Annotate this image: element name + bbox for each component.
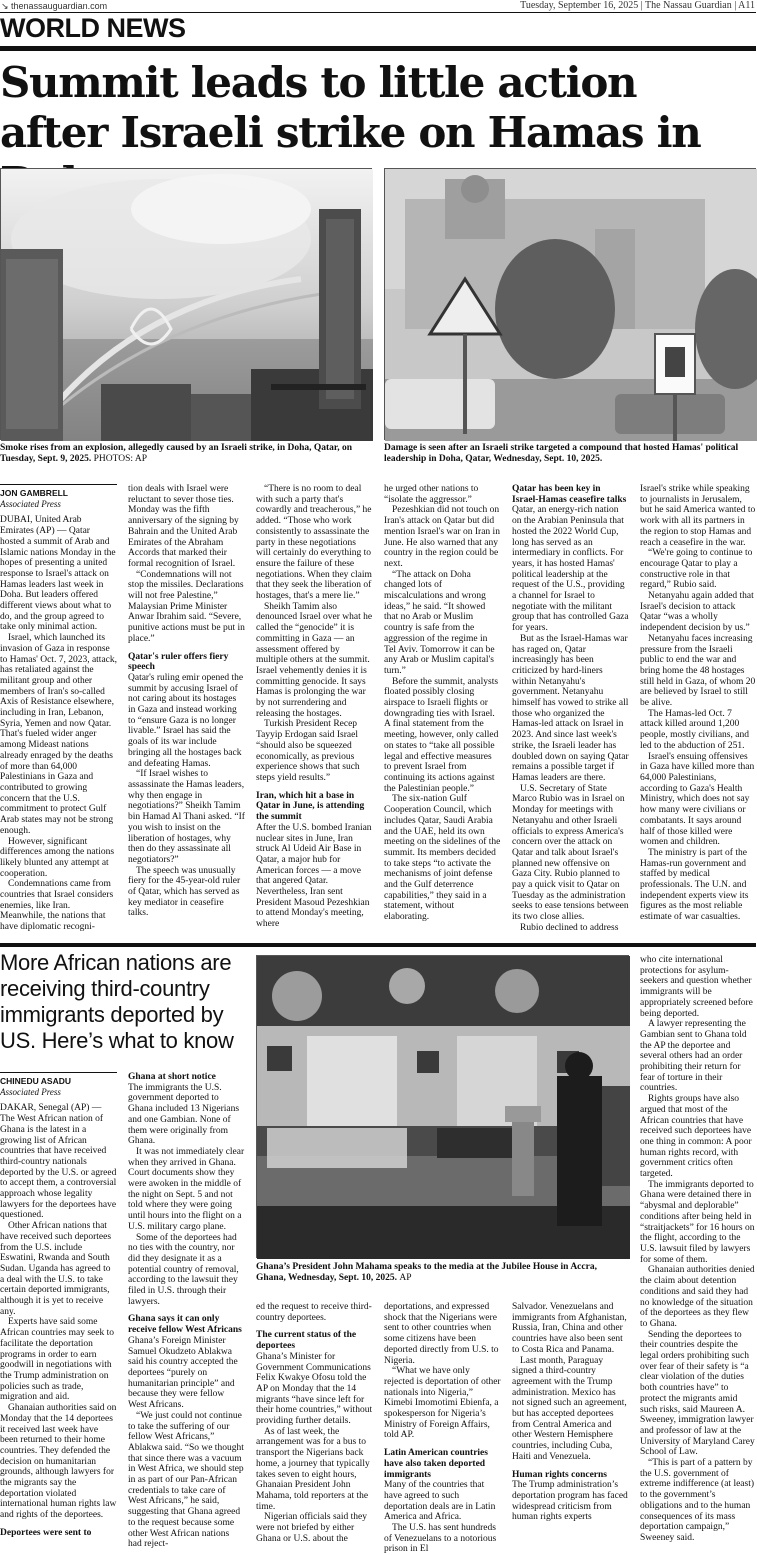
subhead: Iran, which hit a base in Qatar in June, is attending the summit bbox=[256, 790, 365, 823]
paragraph: DUBAI, United Arab Emirates (AP) — Qatar hosted a summit of Arab and Islamic nations Monday in the hopes of presenting a united response to Israel's attack on Hamas leaders last week in Doha. But leaders offered different views about what to do, and the group agreed to take only minimal action. bbox=[0, 515, 116, 633]
paragraph: Pezeshkian did not touch on Iran's attack on Qatar but did mention Israel's war on Iran in June. He also warned that any country in the region could be next. bbox=[384, 505, 500, 569]
paragraph: Many of the countries that have agreed to such deportation deals are in Latin America and Africa. bbox=[384, 1480, 496, 1523]
paragraph: Netanyahu again added that Israel's decision to attack Qatar “was a wholly independent decision by us.” bbox=[640, 591, 754, 634]
story1-column-3 bbox=[256, 484, 373, 940]
paragraph: Salvador. Venezuelans and immigrants from Afghanistan, Russia, Iran, China and other countries have also been sent to Costa Rica and Panama. bbox=[512, 1302, 627, 1355]
caption-text: Smoke rises from an explosion, allegedly caused by an Israeli strike, in Doha, Qatar, on Tuesday, Sept. 9, 2025. bbox=[0, 443, 353, 464]
paragraph: The six-nation Gulf Cooperation Council, which includes Qatar, Saudi Arabia and the UAE, held its own meeting on the sidelines of the summit. Its members decided to take steps “to activate the mechanisms of joint defense and the Gulf deterrence capabilities,” they said in a statement, without elaborating. bbox=[384, 794, 501, 923]
story-divider bbox=[0, 943, 756, 947]
story2-photo-mahama bbox=[256, 955, 629, 1258]
paragraph: deportations, and expressed shock that the Nigerians were sent to other countries when some citizens have been deported directly from U.S. to Nigeria. bbox=[384, 1302, 499, 1366]
press-conference-image bbox=[257, 956, 630, 1259]
paragraph: Last month, Paraguay signed a third-country agreement with the Trump administration. Mexico has not signed such an agreement, but has accepted deportees from Central America and other Western Hemisphere countries, including Cuba, Haiti and Venezuela. bbox=[512, 1355, 627, 1462]
paragraph: “What we have only rejected is deportation of other nationals into Nigeria,” Kimebi Imomotimi Ebienfa, a spokesperson for Nigeria’s Ministry of Foreign Affairs, told AP. bbox=[384, 1366, 501, 1441]
story2-column-6 bbox=[640, 955, 756, 1548]
subhead: Deportees were sent to bbox=[0, 1527, 92, 1538]
paragraph: Rights groups have also argued that most of the African countries that have received such deportees have one thing in common: A poor human rights record, with government critics often targeted. bbox=[640, 1094, 752, 1180]
subhead: Ghana says it can only receive fellow West Africans bbox=[128, 1314, 242, 1336]
site-url[interactable]: ↘ thenassauguardian.com bbox=[1, 1, 108, 11]
story2-photo-caption bbox=[256, 1262, 629, 1284]
paragraph: It was not immediately clear when they arrived in Ghana. Court documents show they were awoken in the middle of the night on Sept. 5 and not told where they were going until hours into the flight on a U.S. military cargo plane. bbox=[128, 1146, 245, 1232]
story1-column-1 bbox=[0, 484, 117, 940]
paragraph: Sending the deportees to their countries despite the legal orders prohibiting such over fear of their safety is “a clear violation of the duties both countries have” to protect the migrants amid such risks, said Maureen A. Sweeney, immigration lawyer and professor of law at the University of Maryland Carey School of Law. bbox=[640, 1329, 755, 1458]
paragraph: The ministry is part of the Hamas-run government and staffed by medical professionals. The U.N. and independent experts view its figures as the most reliable estimate of war casualties. bbox=[640, 847, 749, 923]
story2-column-4 bbox=[384, 1302, 501, 1555]
story1-photo-compound-damage bbox=[384, 168, 756, 440]
paragraph: Israel's strike while speaking to journalists in Jerusalem, but he said America wanted to work with all its partners in the region to stop Hamas and reach a ceasefire in the war. bbox=[640, 484, 756, 548]
subhead: The current status of the deportees bbox=[256, 1330, 357, 1352]
story1-photo1-caption bbox=[0, 443, 372, 465]
paragraph: tion deals with Israel were reluctant to sever those ties. Monday was the fifth anniversary of the signing by Bahrain and the United Arab Emirates of the Abraham Accords that marked their formal recognition of Israel. bbox=[128, 484, 239, 569]
paragraph: “The attack on Doha changed lots of miscalculations and wrong ideas,” he said. “It showed that no Arab or Muslim country is safe from the aggression of the regime in Tel Aviv. Tomorrow it can be any Arab or Muslim capital's turn.” bbox=[384, 569, 495, 676]
story1-column-6 bbox=[640, 484, 756, 940]
top-bar bbox=[0, 0, 756, 12]
subhead: Human rights concerns bbox=[512, 1469, 607, 1480]
section-title: WORLD NEWS bbox=[0, 13, 186, 43]
paragraph: Sheikh Tamim also denounced Israel over what he called the “genocide” it is committing in Gaza — an assessment offered by multiple others at the summit. Israel vehemently denies it is committing genocide. It says Hamas is prolonging the war by not surrendering and releasing the hostages. bbox=[256, 601, 373, 719]
subhead: Ghana at short notice bbox=[128, 1072, 216, 1082]
paragraph: “We're going to continue to encourage Qatar to play a constructive role in that regard,” Rubio said. bbox=[640, 548, 753, 591]
paragraph: Ghanaian authorities said on Monday that the 14 deportees it received last week have been returned to their home countries. They defended the decision on humanitarian grounds, although lawyers for the migrants say the deportation violated international human rights law and rights of the deportees. bbox=[0, 1403, 117, 1521]
paragraph: Ghanaian authorities denied the claim about detention conditions and said they had no knowledge of the situation of the deportees as they flew to Ghana. bbox=[640, 1265, 755, 1329]
paragraph: Condemnations came from countries that Israel considers enemies, like Iran. Meanwhile, the nations that have diplomatic recogni- bbox=[0, 879, 114, 933]
story2-column-2 bbox=[128, 1072, 245, 1548]
paragraph: Other African nations that have received such deportees from the U.S. include Eswatini, Rwanda and South Sudan. Uganda has agreed to a deal with the U.S. to take certain deported immigrants, although it is yet to receive any. bbox=[0, 1221, 112, 1317]
paragraph: Experts have said some African countries may seek to facilitate the deportation programs in order to earn goodwill in negotiations with the Trump administration on policies such as trade, migration and aid. bbox=[0, 1317, 114, 1403]
paragraph: DAKAR, Senegal (AP) — The West African nation of Ghana is the latest in a growing list of African countries that have received third-country nationals deported by the U.S. or agreed to accept them, a controversial approach whose legality lawyers for the deportees have questioned. bbox=[0, 1103, 117, 1221]
paragraph: Qatar's ruling emir opened the summit by accusing Israel of not caring about its hostages in Gaza and instead working to “ensure Gaza is no longer livable.” Israel has said the goals of its war include bringing all the hostages back and defeating Hamas. bbox=[128, 672, 244, 769]
paragraph: Netanyahu faces increasing pressure from the Israeli public to end the war and bring home the 48 hostages still held in Gaza, of whom 20 are believed by Israel to still be alive. bbox=[640, 633, 756, 709]
paragraph: U.S. Secretary of State Marco Rubio was in Israel on Monday for meetings with Netanyahu and other Israeli officials to express America's concern over the attack on Qatar and talk about Israel's planned new offensive on Gaza City. Rubio planned to pay a quick visit to Qatar on Tuesday as the administration seeks to ease tensions between its two close allies. bbox=[512, 783, 629, 923]
story1-headline: Summit leads to little action after Israeli strike on Hamas in bbox=[0, 58, 701, 157]
paragraph: A lawyer representing the Gambian sent to Ghana told the AP the deportee and several others had an order prohibiting their return for fear of torture in their countries. bbox=[640, 1019, 747, 1094]
paragraph: Before the summit, analysts floated possibly closing airspace to Israeli flights or downgrading ties with Israel. A final statement from the meeting, however, only called on states to “take all possible legal and effective measures to prevent Israel from continuing its actions against the Palestinian people.” bbox=[384, 676, 499, 794]
story1-photo-doha-smoke bbox=[0, 168, 372, 440]
paragraph: Some of the deportees had no ties with the country, nor did they designate it as a potential country of removal, according to the lawsuit they filed in U.S. through their lawyers. bbox=[128, 1232, 239, 1307]
paragraph: Ghana’s Minister for Government Communications Felix Kwakye Ofosu told the AP on Monday that the 14 migrants “have since left for their home countries,” without providing further details. bbox=[256, 1351, 373, 1427]
paragraph: “There is no room to deal with such a party that's cowardly and treacherous,” he added. “Those who work consistently to assassinate the party in these negotiations will certainly do everything to ensure the failure of these negotiations. When they claim that they seek the liberation of hostages, that's a mere lie.” bbox=[256, 484, 372, 602]
paragraph: However, significant differences among the nations likely blunted any attempt at cooperation. bbox=[0, 836, 115, 879]
paragraph: ed the request to receive third-country deportees. bbox=[256, 1302, 372, 1323]
story2-column-1 bbox=[0, 1072, 117, 1548]
subhead: Qatar's ruler offers fiery speech bbox=[128, 651, 229, 673]
paragraph: After the U.S. bombed Iranian nuclear sites in June, Iran struck Al Udeid Air Base in Qatar, a major hub for American forces — a move that angered Qatar. Nevertheless, Iran sent President Masoud Pezeshkian to attend Monday's meeting, where bbox=[256, 822, 372, 930]
paragraph: Israel, which launched its invasion of Gaza in response to Hamas' Oct. 7, 2023, attack, has retaliated against the militant group and other members of Iran's so-called Axis of Resistance elsewhere, including in Iran, Lebanon, Syria, Yemen and now Qatar. That's fueled wider anger among Mideast nations already enraged by the deaths of more than 64,000 Palestinians in Gaza and contributed to growing concern that the U.S. commitment to protect Gulf Arab states may not be strong enough. bbox=[0, 633, 118, 836]
photo-credit: AP bbox=[399, 1273, 412, 1283]
paragraph: he urged other nations to “isolate the aggressor.” bbox=[384, 484, 479, 505]
subhead: Qatar has been key in Israel-Hamas ceasefire talks bbox=[512, 484, 627, 505]
story2-headline: More African nations are receiving third-country immigrants deported by US. Here’s what to know bbox=[0, 950, 234, 1053]
story2-affiliation: Associated Press bbox=[0, 1086, 61, 1097]
paragraph: Turkish President Recep Tayyip Erdogan said Israel “should also be squeezed economically, as previous experience shows that such steps yield results.” bbox=[256, 719, 360, 783]
paragraph: As of last week, the arrangement was for a bus to transport the Nigerians back home, a journey that typically takes seven to eight hours, Ghanaian President John Mahama, told reporters at the time. bbox=[256, 1426, 370, 1512]
paragraph: Ghana’s Foreign Minister Samuel Okudzeto Ablakwa said his country accepted the deportees “purely on humanitarian principle” and because they were fellow West Africans. bbox=[128, 1335, 238, 1411]
paragraph: who cite international protections for asylum-seekers and question whether immigrants will be appropriately screened before being deported. bbox=[640, 955, 753, 1019]
story1-byline: JON GAMBRELL bbox=[0, 484, 117, 499]
compound-street-image bbox=[385, 169, 757, 441]
paragraph: “If Israel wishes to assassinate the Hamas leaders, why then engage in negotiations?” Sheikh Tamim bin Hamad Al Thani asked. “If you wish to insist on the liberation of hostages, why then do they assassinate all negotiators?” bbox=[128, 769, 245, 865]
paragraph: The Trump administration’s deportation program has faced widespread criticism from human rights experts bbox=[512, 1480, 628, 1523]
paragraph: The immigrants the U.S. government deported to Ghana included 13 Nigerians and one Gambian. None of them were originally from Ghana. bbox=[128, 1082, 240, 1147]
paragraph: “We just could not continue to take the suffering of our fellow West Africans,” Ablakwa said. “So we thought that since there was a vacuum in West Africa, we should step in as part of our Pan-African credentials to take care of West Africans,” he said, suggesting that Ghana agreed to the request because some other West African nations had reject- bbox=[128, 1410, 244, 1550]
paragraph: “This is part of a pattern by the U.S. government of extreme indifference (at least) to the government’s obligations and to the human consequences of its mass deportation campaign,” Sweeney said. bbox=[640, 1458, 755, 1543]
paragraph: The immigrants deported to Ghana were detained there in “abysmal and deplorable” conditions after being held in “straitjackets” for 16 hours on the flight, according to the U.S. lawsuit filed by lawyers for some of them. bbox=[640, 1179, 755, 1265]
photo-credit: PHOTOS: AP bbox=[93, 454, 148, 464]
paragraph: Qatar, an energy-rich nation on the Arabian Peninsula that hosted the 2022 World Cup, long has served as an intermediary in conflicts. For years, it has hosted Hamas' political leadership at the request of the U.S., providing a channel for Israel to negotiate with the militant group that has controlled Gaza for years. bbox=[512, 505, 629, 634]
page-dateline: Tuesday, September 16, 2025 | The Nassau Guardian | A11 bbox=[520, 0, 755, 11]
paragraph: The speech was unusually fiery for the 45-year-old ruler of Qatar, which has served as key mediator in ceasefire talks. bbox=[128, 865, 241, 919]
paragraph: Israel's ensuing offensives in Gaza have killed more than 64,000 Palestinians, according to Gaza's Health Ministry, which does not say how many were civilians or combatants. It says around half of those killed were women and children. bbox=[640, 751, 755, 848]
story2-column-5 bbox=[512, 1302, 629, 1548]
paragraph: Rubio declined to address bbox=[520, 922, 619, 933]
subhead: Latin American countries have also taken deported immigrants bbox=[384, 1448, 488, 1480]
story2-column-3 bbox=[256, 1302, 373, 1548]
story1-affiliation: Associated Press bbox=[0, 498, 61, 509]
story1-column-5 bbox=[512, 484, 629, 940]
caption-text: Ghana’s President John Mahama speaks to the media at the Jubilee House in Accra, Ghana, Wednesday, Sept. 10, 2025. bbox=[256, 1262, 597, 1283]
doha-skyline-image bbox=[1, 169, 373, 441]
paragraph: The Hamas-led Oct. 7 attack killed around 1,200 people, mostly civilians, and led to the abduction of 251. bbox=[640, 708, 749, 751]
paragraph: But as the Israel-Hamas war has raged on, Qatar increasingly has been criticized by hard-liners within Netanyahu's government. Netanyahu himself has vowed to strike all those who organized the Hamas-led attack on Israel in 2023. And since last week's strike, the Israeli leader has doubled down on saying Qatar remains a possible target if Hamas leaders are there. bbox=[512, 633, 629, 783]
story2-byline: CHINEDU ASADU bbox=[0, 1072, 117, 1087]
section-rule bbox=[0, 46, 756, 51]
story1-column-4 bbox=[384, 484, 501, 940]
paragraph: Nigerian officials said they were not briefed by either Ghana or U.S. about the bbox=[256, 1512, 367, 1544]
story1-column-2 bbox=[128, 484, 245, 940]
paragraph: “Condemnations will not stop the missiles. Declarations will not free Palestine,” Malaysian Prime Minister Anwar Ibrahim said. “Severe, punitive actions must be put in place.” bbox=[128, 569, 245, 644]
story1-photo2-caption: Damage is seen after an Israeli strike targeted a compound that hosted Hamas' political leadership in Doha, Qatar, Wednesday, Sept. 10, 2025. bbox=[384, 443, 739, 464]
paragraph: The U.S. has sent hundreds of Venezuelans to a notorious prison in El bbox=[384, 1523, 497, 1555]
